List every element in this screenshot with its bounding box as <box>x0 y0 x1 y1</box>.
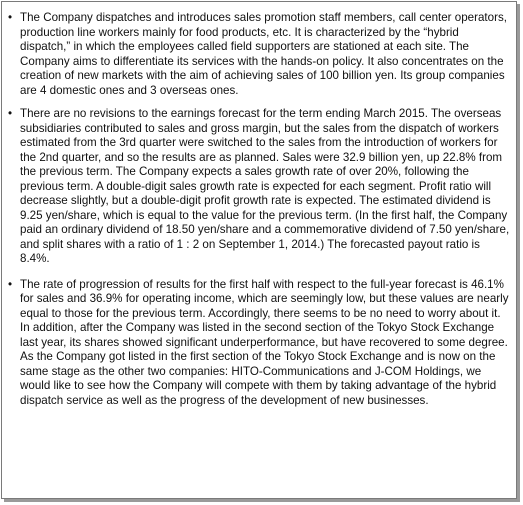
bullet-text: The Company dispatches and introduces sales promotion staff members, call center operators, production line workers mainly for food products, etc. It is characterized by the “hybrid dispatch,” in which the employees called field supporters are stationed at each site. The Company aims to differentiate its services with the hands-on policy. It also concentrates on the creation of new markets with the aim of achieving sales of 100 billion yen. Its group companies are 4 domestic ones and 3 overseas ones. <box>20 11 507 97</box>
bullet-item-business-overview <box>8 11 510 98</box>
summary-box <box>1 1 517 499</box>
bullet-marker: • <box>8 277 13 291</box>
bullet-text: There are no revisions to the earnings forecast for the term ending March 2015. The overseas subsidiaries contributed to sales and gross margin, but the sales from the dispatch of workers estimated from the 3rd quarter were switched to the sales from the introduction of workers for the 2nd quarter, and so the results are as planned. Sales were 32.9 billion yen, up 22.8% from the previous term. The Company expects a sales growth rate of over 20%, following the previous term. A double-digit sales growth rate is expected for each segment. Profit ratio will decrease slightly, but a double-digit profit growth rate is expected. The estimated dividend is 9.25 yen/share, which is equal to the value for the previous term. (In the first half, the Company paid an ordinary dividend of 18.50 yen/share and a commemorative dividend of 7.50 yen/share, and split shares with a ratio of 1 : 2 on September 1, 2014.) The forecasted payout ratio is 8.4%. <box>20 107 510 265</box>
bullet-marker: • <box>8 11 13 24</box>
bullet-item-progress-rate <box>8 278 510 409</box>
bullet-text: The rate of progression of results for the first half with respect to the full-year forecast is 46.1% for sales and 36.9% for operating income, which are seemingly low, but these values are nearly equal to those for the previous term. Accordingly, there seems to be no need to worry about it. In addition, after the Company was listed in the second section of the Tokyo Stock Exchange last year, its shares showed significant underperformance, but have recovered to some degree. As the Company got listed in the first section of the Tokyo Stock Exchange and is now on the same stage as the other two companies: HITO-Communications and J-COM Holdings, we would like to see how the Company will compete with them by taking advantage of the hybrid dispatch service as well as the progress of the development of new businesses. <box>20 277 509 407</box>
bullet-item-earnings-forecast <box>8 107 510 267</box>
bullet-list <box>2 2 516 408</box>
bullet-marker: • <box>8 107 13 120</box>
